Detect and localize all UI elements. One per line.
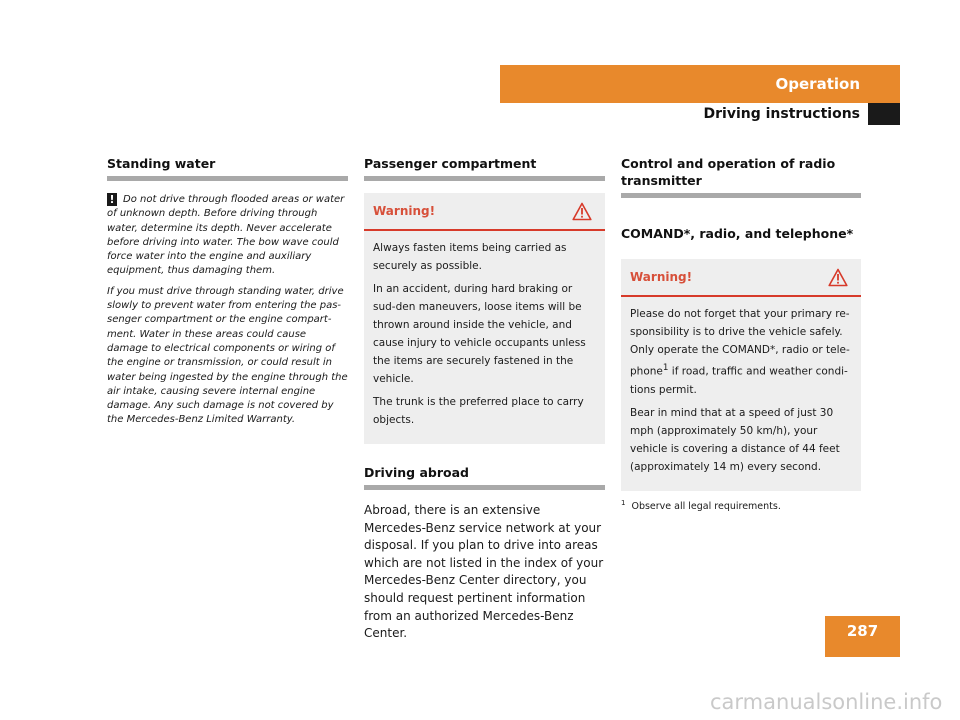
exclamation-icon: !	[107, 193, 117, 206]
warning-paragraph: Please do not forget that your primary re-sponsibility is to drive the vehicle safely. Only operate the COMAND*, radio or tele-phone$^1$ if road, traffic and weather condi-tions permit.	[630, 308, 850, 396]
driving-abroad-title: Driving abroad	[364, 464, 605, 490]
warning-paragraph: In an accident, during hard braking or sud-den maneuvers, loose items will be thrown around inside the vehicle, and cause injury to vehicle occupants unless the items are securely fastened in the vehicle.	[373, 283, 586, 385]
warning-header	[364, 193, 605, 231]
warning-header	[621, 259, 861, 297]
header-tab-marker	[868, 103, 900, 125]
column-standing-water	[107, 155, 348, 434]
radio-transmitter-title: Control and operation of radio transmitter	[621, 155, 861, 198]
watermark: carmanualsonline.info	[710, 690, 943, 714]
footnote-ref: 1	[662, 363, 669, 373]
driving-abroad-body: Abroad, there is an extensive Mercedes-Benz service network at your disposal. If you plan to drive into areas which are not listed in the index of your Mercedes-Benz Center directory, you should request pertinent information from an authorized Mercedes-Benz Center.	[364, 503, 604, 641]
warning-paragraph: Always fasten items being carried as securely as possible.	[373, 242, 567, 272]
standing-water-note-1: ! Do not drive through flooded areas or water of unknown depth. Before driving through water, determine its depth. Never accelerate before driving into water. The bow wave could force water into the engine and auxiliary equipment, thus damaging them.	[107, 193, 345, 277]
warning-triangle-icon	[572, 202, 592, 221]
warning-paragraph: Bear in mind that at a speed of just 30 mph (approximately 50 km/h), your vehicle is covering a distance of 44 feet (approximately 14 m) every second.	[630, 406, 840, 473]
warning-body	[364, 231, 605, 444]
comand-subtitle: COMAND*, radio, and telephone*	[621, 226, 854, 241]
warning-paragraph: The trunk is the preferred place to carry objects.	[373, 396, 584, 426]
standing-water-title: Standing water	[107, 155, 348, 181]
section-title: Operation	[775, 75, 860, 93]
warning-body	[621, 297, 861, 491]
warning-triangle-icon	[828, 268, 848, 287]
footnote: $^1$ Observe all legal requirements.	[621, 498, 781, 512]
page-number: 287	[825, 616, 900, 657]
standing-water-note-2: If you must drive through standing water, drive slowly to prevent water from entering the pas-senger compartment or the engine compart-ment. Water in these areas could cause damage to electrical components or wiring of the engine or transmission, or could result in water being ingested by the engine through the air intake, causing severe internal engine damage. Any such damage is not covered by the Mercedes-Benz Limited Warranty.	[107, 285, 348, 426]
subsection-title: Driving instructions	[703, 106, 860, 122]
warning-box-radio	[621, 259, 861, 491]
section-header	[500, 65, 900, 103]
warning-box-passenger	[364, 193, 605, 444]
warning-title: Warning!	[630, 270, 693, 284]
passenger-compartment-title: Passenger compartment	[364, 155, 605, 181]
column-passenger-compartment	[364, 155, 605, 643]
warning-title: Warning!	[373, 204, 436, 218]
column-radio-transmitter	[621, 155, 861, 512]
